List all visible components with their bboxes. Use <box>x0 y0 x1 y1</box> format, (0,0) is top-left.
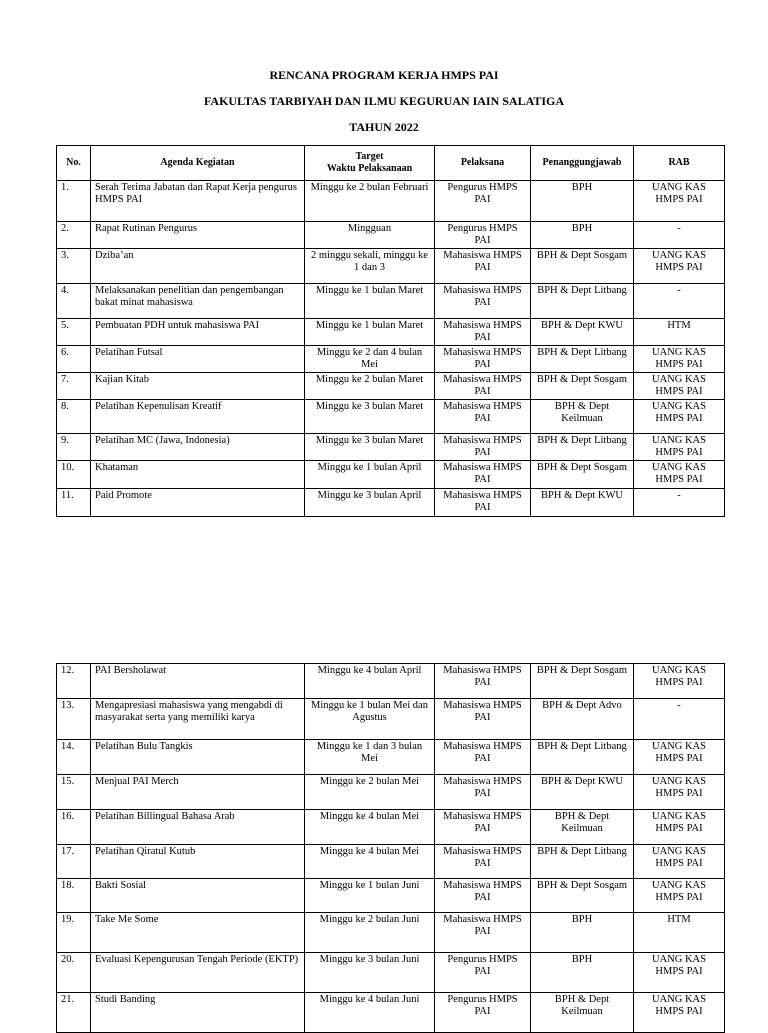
row-rab: UANG KAS HMPS PAI <box>634 953 725 993</box>
row-waktu: Minggu ke 1 dan 3 bulan Mei <box>305 740 435 775</box>
row-pelaksana: Mahasiswa HMPS PAI <box>435 664 531 699</box>
row-number: 2. <box>57 222 91 249</box>
row-agenda: Kajian Kitab <box>91 373 305 400</box>
row-rab: - <box>634 699 725 740</box>
row-rab: UANG KAS HMPS PAI <box>634 775 725 810</box>
table-row <box>57 181 725 222</box>
row-pelaksana: Mahasiswa HMPS PAI <box>435 913 531 953</box>
table-row <box>57 699 725 740</box>
row-rab: - <box>634 489 725 517</box>
row-penanggungjawab: BPH & Dept Keilmuan <box>531 400 634 434</box>
program-table-page2 <box>56 663 725 1033</box>
row-waktu: Minggu ke 2 bulan Juni <box>305 913 435 953</box>
row-waktu: Minggu ke 3 bulan Juni <box>305 953 435 993</box>
row-pelaksana: Mahasiswa HMPS PAI <box>435 346 531 373</box>
row-rab: UANG KAS HMPS PAI <box>634 181 725 222</box>
table-row <box>57 845 725 879</box>
row-waktu: Minggu ke 2 bulan Mei <box>305 775 435 810</box>
row-waktu: Minggu ke 2 bulan Februari <box>305 181 435 222</box>
header-waktu <box>305 146 435 181</box>
row-number: 7. <box>57 373 91 400</box>
row-pelaksana: Mahasiswa HMPS PAI <box>435 810 531 845</box>
row-number: 18. <box>57 879 91 913</box>
row-rab: UANG KAS HMPS PAI <box>634 346 725 373</box>
row-agenda: Mengapresiasi mahasiswa yang mengabdi di masyarakat serta yang memiliki karya <box>91 699 305 740</box>
row-waktu: Minggu ke 4 bulan April <box>305 664 435 699</box>
row-penanggungjawab: BPH & Dept Advo <box>531 699 634 740</box>
row-number: 16. <box>57 810 91 845</box>
header-waktu-line1: Target <box>355 151 384 162</box>
row-pelaksana: Pengurus HMPS PAI <box>435 953 531 993</box>
row-number: 10. <box>57 461 91 489</box>
row-number: 19. <box>57 913 91 953</box>
table-row <box>57 346 725 373</box>
row-waktu: Minggu ke 1 bulan Maret <box>305 319 435 346</box>
row-waktu: Minggu ke 2 bulan Maret <box>305 373 435 400</box>
row-agenda: Melaksanakan penelitian dan pengembangan bakat minat mahasiswa <box>91 284 305 319</box>
row-number: 1. <box>57 181 91 222</box>
row-waktu: Minggu ke 1 bulan Juni <box>305 879 435 913</box>
row-waktu: Minggu ke 4 bulan Mei <box>305 845 435 879</box>
row-rab: UANG KAS HMPS PAI <box>634 879 725 913</box>
row-rab: UANG KAS HMPS PAI <box>634 461 725 489</box>
row-penanggungjawab: BPH & Dept KWU <box>531 319 634 346</box>
row-agenda: Pelatihan Qiratul Kutub <box>91 845 305 879</box>
row-number: 6. <box>57 346 91 373</box>
row-penanggungjawab: BPH <box>531 953 634 993</box>
row-rab: UANG KAS HMPS PAI <box>634 373 725 400</box>
row-penanggungjawab: BPH & Dept Litbang <box>531 740 634 775</box>
row-number: 17. <box>57 845 91 879</box>
table-row <box>57 489 725 517</box>
table-row <box>57 740 725 775</box>
row-pelaksana: Mahasiswa HMPS PAI <box>435 775 531 810</box>
row-penanggungjawab: BPH & Dept Keilmuan <box>531 993 634 1033</box>
row-rab: UANG KAS HMPS PAI <box>634 810 725 845</box>
row-pelaksana: Mahasiswa HMPS PAI <box>435 879 531 913</box>
table-row <box>57 373 725 400</box>
row-number: 20. <box>57 953 91 993</box>
row-pelaksana: Mahasiswa HMPS PAI <box>435 319 531 346</box>
row-number: 4. <box>57 284 91 319</box>
table-row <box>57 222 725 249</box>
table-row <box>57 664 725 699</box>
row-pelaksana: Mahasiswa HMPS PAI <box>435 699 531 740</box>
row-waktu: Minggu ke 3 bulan Maret <box>305 400 435 434</box>
program-table-page1 <box>56 145 725 517</box>
header-waktu-line2: Waktu Pelaksanaan <box>326 163 413 174</box>
row-pelaksana: Mahasiswa HMPS PAI <box>435 434 531 461</box>
table-row <box>57 913 725 953</box>
row-pelaksana: Mahasiswa HMPS PAI <box>435 740 531 775</box>
table-row <box>57 400 725 434</box>
row-penanggungjawab: BPH & Dept Litbang <box>531 434 634 461</box>
row-pelaksana: Mahasiswa HMPS PAI <box>435 284 531 319</box>
row-penanggungjawab: BPH <box>531 913 634 953</box>
row-penanggungjawab: BPH <box>531 222 634 249</box>
row-pelaksana: Mahasiswa HMPS PAI <box>435 489 531 517</box>
document-title: RENCANA PROGRAM KERJA HMPS PAI <box>269 68 499 82</box>
row-agenda: Rapat Rutinan Pengurus <box>91 222 305 249</box>
row-waktu: Minggu ke 4 bulan Juni <box>305 993 435 1033</box>
table-row <box>57 461 725 489</box>
row-number: 11. <box>57 489 91 517</box>
row-number: 5. <box>57 319 91 346</box>
row-agenda: Pembuatan PDH untuk mahasiswa PAI <box>91 319 305 346</box>
row-penanggungjawab: BPH & Dept Litbang <box>531 845 634 879</box>
row-waktu: 2 minggu sekali, minggu ke 1 dan 3 <box>305 249 435 284</box>
row-number: 14. <box>57 740 91 775</box>
row-rab: HTM <box>634 913 725 953</box>
row-agenda: Bakti Sosial <box>91 879 305 913</box>
row-number: 13. <box>57 699 91 740</box>
row-pelaksana: Mahasiswa HMPS PAI <box>435 400 531 434</box>
row-agenda: Khataman <box>91 461 305 489</box>
table-row <box>57 953 725 993</box>
row-rab: - <box>634 222 725 249</box>
row-rab: UANG KAS HMPS PAI <box>634 664 725 699</box>
table-row <box>57 993 725 1033</box>
row-penanggungjawab: BPH & Dept Sosgam <box>531 879 634 913</box>
row-penanggungjawab: BPH & Dept Sosgam <box>531 664 634 699</box>
row-pelaksana: Pengurus HMPS PAI <box>435 222 531 249</box>
row-penanggungjawab: BPH & Dept KWU <box>531 489 634 517</box>
row-waktu: Mingguan <box>305 222 435 249</box>
row-agenda: Paid Promote <box>91 489 305 517</box>
row-rab: UANG KAS HMPS PAI <box>634 993 725 1033</box>
row-penanggungjawab: BPH & Dept KWU <box>531 775 634 810</box>
header-agenda: Agenda Kegiatan <box>91 146 305 181</box>
row-waktu: Minggu ke 3 bulan Maret <box>305 434 435 461</box>
table-row <box>57 319 725 346</box>
table-header-row <box>57 146 725 181</box>
row-number: 8. <box>57 400 91 434</box>
row-agenda: Pelatihan Kepenulisan Kreatif <box>91 400 305 434</box>
row-waktu: Minggu ke 1 bulan April <box>305 461 435 489</box>
row-waktu: Minggu ke 2 dan 4 bulan Mei <box>305 346 435 373</box>
row-waktu: Minggu ke 1 bulan Mei dan Agustus <box>305 699 435 740</box>
row-waktu: Minggu ke 1 bulan Maret <box>305 284 435 319</box>
table-row <box>57 434 725 461</box>
document-subtitle: FAKULTAS TARBIYAH DAN ILMU KEGURUAN IAIN SALATIGA <box>203 94 565 108</box>
header-penanggungjawab: Penanggungjawab <box>531 146 634 181</box>
row-penanggungjawab: BPH & Dept Sosgam <box>531 373 634 400</box>
row-number: 15. <box>57 775 91 810</box>
row-agenda: Dziba’an <box>91 249 305 284</box>
row-rab: UANG KAS HMPS PAI <box>634 845 725 879</box>
row-pelaksana: Pengurus HMPS PAI <box>435 993 531 1033</box>
row-agenda: Pelatihan Bulu Tangkis <box>91 740 305 775</box>
row-agenda: Pelatihan Billingual Bahasa Arab <box>91 810 305 845</box>
header-no: No. <box>57 146 91 181</box>
row-agenda: Evaluasi Kepengurusan Tengah Periode (EKTP) <box>91 953 305 993</box>
table-row <box>57 775 725 810</box>
row-rab: UANG KAS HMPS PAI <box>634 249 725 284</box>
header-pelaksana: Pelaksana <box>435 146 531 181</box>
table-row <box>57 249 725 284</box>
row-penanggungjawab: BPH <box>531 181 634 222</box>
document-year: TAHUN 2022 <box>349 120 419 134</box>
row-agenda: Pelatihan MC (Jawa, Indonesia) <box>91 434 305 461</box>
row-number: 3. <box>57 249 91 284</box>
row-agenda: PAI Bersholawat <box>91 664 305 699</box>
table-row <box>57 810 725 845</box>
row-penanggungjawab: BPH & Dept Litbang <box>531 284 634 319</box>
header-rab: RAB <box>634 146 725 181</box>
row-agenda: Serah Terima Jabatan dan Rapat Kerja pengurus HMPS PAI <box>91 181 305 222</box>
row-waktu: Minggu ke 3 bulan April <box>305 489 435 517</box>
row-rab: UANG KAS HMPS PAI <box>634 400 725 434</box>
row-agenda: Pelatihan Futsal <box>91 346 305 373</box>
row-agenda: Studi Banding <box>91 993 305 1033</box>
row-rab: HTM <box>634 319 725 346</box>
row-agenda: Take Me Some <box>91 913 305 953</box>
row-penanggungjawab: BPH & Dept Sosgam <box>531 249 634 284</box>
row-waktu: Minggu ke 4 bulan Mei <box>305 810 435 845</box>
row-number: 21. <box>57 993 91 1033</box>
row-pelaksana: Mahasiswa HMPS PAI <box>435 845 531 879</box>
row-rab: - <box>634 284 725 319</box>
row-pelaksana: Mahasiswa HMPS PAI <box>435 373 531 400</box>
row-agenda: Menjual PAI Merch <box>91 775 305 810</box>
row-rab: UANG KAS HMPS PAI <box>634 740 725 775</box>
row-number: 12. <box>57 664 91 699</box>
row-penanggungjawab: BPH & Dept Sosgam <box>531 461 634 489</box>
row-pelaksana: Mahasiswa HMPS PAI <box>435 461 531 489</box>
row-penanggungjawab: BPH & Dept Litbang <box>531 346 634 373</box>
row-rab: UANG KAS HMPS PAI <box>634 434 725 461</box>
row-penanggungjawab: BPH & Dept Keilmuan <box>531 810 634 845</box>
row-pelaksana: Mahasiswa HMPS PAI <box>435 249 531 284</box>
table-row <box>57 879 725 913</box>
row-pelaksana: Pengurus HMPS PAI <box>435 181 531 222</box>
row-number: 9. <box>57 434 91 461</box>
table-row <box>57 284 725 319</box>
